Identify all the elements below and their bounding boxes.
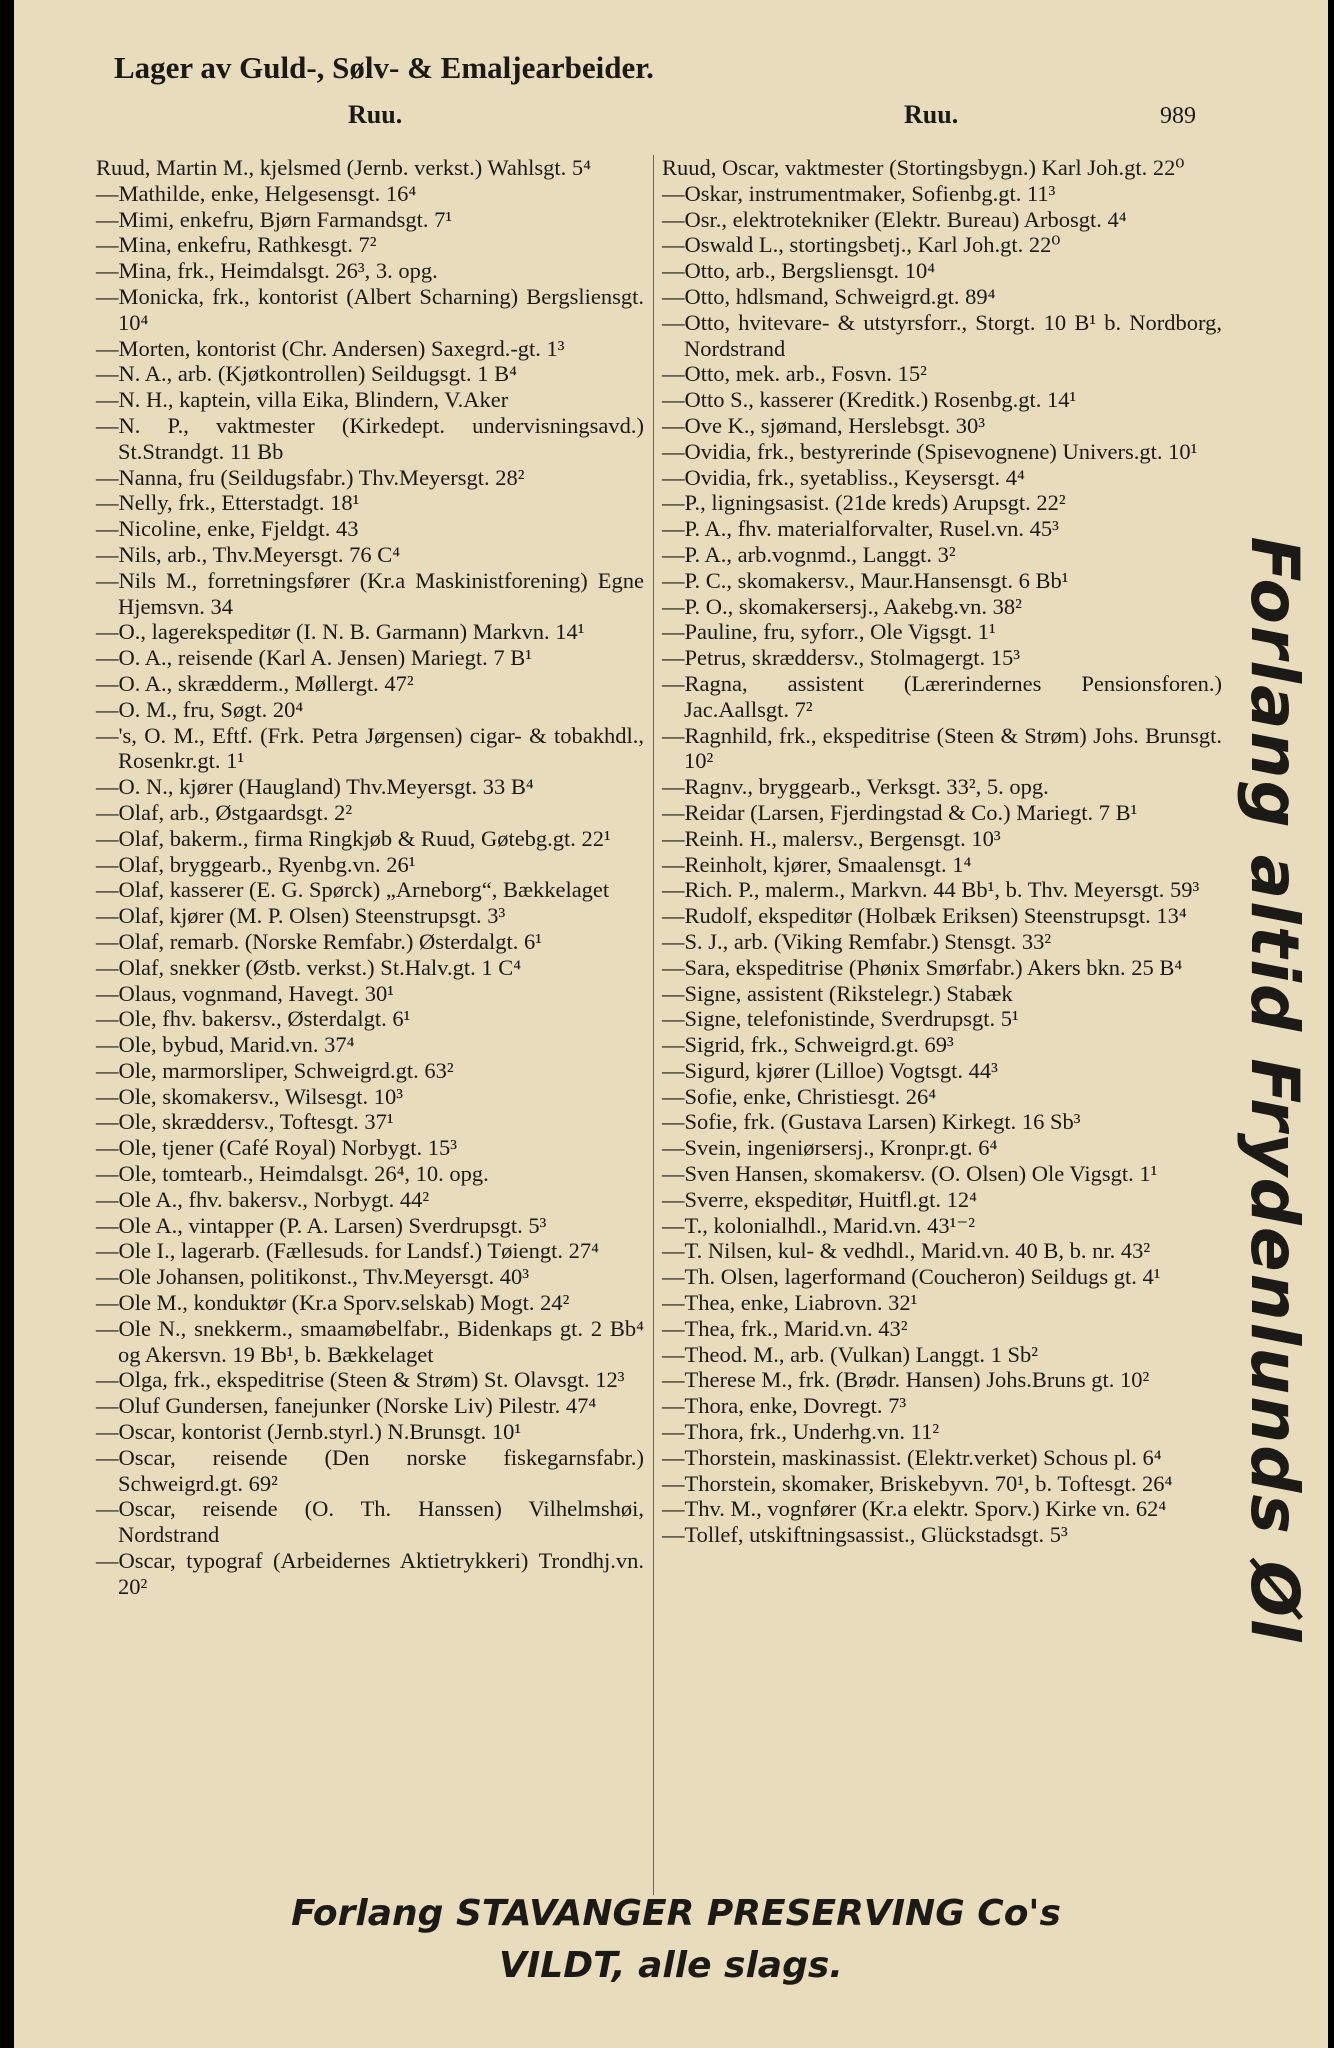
directory-entry: —Ole A., fhv. bakersv., Norbygt. 44² — [96, 1186, 430, 1212]
directory-entry: —O. A., reisende (Karl A. Jensen) Mariegt. 7 B¹ — [96, 645, 533, 671]
directory-entry: —Otto, hvitevare- & utstyrsforr., Storgt. 10 B¹ b. Nordborg, Nordstrand — [662, 309, 1222, 361]
directory-entry: —Olaf, bakerm., firma Ringkjøb & Ruud, Gøtebg.gt. 22¹ — [96, 825, 611, 851]
directory-entry: —Sofie, frk. (Gustava Larsen) Kirkegt. 16 Sb³ — [662, 1109, 1081, 1135]
directory-entry: Ruud, Oscar, vaktmester (Stortingsbygn.) Karl Joh.gt. 22⁰ — [662, 155, 1185, 180]
directory-entry: —Thea, enke, Liabrovn. 32¹ — [662, 1290, 918, 1316]
directory-page — [14, 0, 1328, 2048]
directory-entry: —Ole, skræddersv., Toftesgt. 37¹ — [96, 1109, 394, 1135]
directory-entry: —Oscar, typograf (Arbeidernes Aktietrykkeri) Trondhj.vn. 20² — [96, 1548, 644, 1599]
directory-entry: —Ole M., konduktør (Kr.a Sporv.selskab) Mogt. 24² — [96, 1290, 570, 1316]
directory-entry: —Mina, frk., Heimdalsgt. 26³, 3. opg. — [96, 258, 438, 284]
directory-entry: —Petrus, skræddersv., Stolmagergt. 15³ — [662, 645, 1020, 671]
directory-entry: Ruud, Martin M., kjelsmed (Jernb. verkst.) Wahlsgt. 5⁴ — [96, 155, 591, 180]
directory-entry: —Pauline, fru, syforr., Ole Vigsgt. 1¹ — [662, 619, 996, 645]
directory-entry: —Ole, tjener (Café Royal) Norbygt. 15³ — [96, 1135, 458, 1161]
directory-entry: —Olaf, kasserer (E. G. Spørck) „Arneborg“, Bækkelaget — [96, 877, 610, 903]
directory-entry: —Sverre, ekspeditør, Huitfl.gt. 12⁴ — [662, 1186, 978, 1212]
directory-entry: —Thea, frk., Marid.vn. 43² — [662, 1315, 908, 1341]
bottom-ad-line-1: Forlang STAVANGER PRESERVING Co's — [291, 1893, 1061, 1934]
directory-entry: —Olaf, snekker (Østb. verkst.) St.Halv.gt. 1 C⁴ — [96, 954, 522, 980]
directory-entry: —Otto, hdlsmand, Schweigrd.gt. 89⁴ — [662, 283, 996, 309]
directory-entry: —Nils M., forretningsfører (Kr.a Maskinistforening) Egne Hjemsvn. 34 — [96, 567, 644, 619]
directory-entry: —Sigrid, frk., Schweigrd.gt. 69³ — [662, 1032, 954, 1058]
directory-entry: —Ovidia, frk., bestyrerinde (Spisevognene) Univers.gt. 10¹ — [662, 438, 1198, 464]
directory-entry: —Monicka, frk., kontorist (Albert Scharning) Bergsliensgt. 10⁴ — [96, 283, 644, 335]
left-column-heading: Ruu. — [348, 100, 403, 129]
directory-entry: —O. A., skrædderm., Møllergt. 47² — [96, 670, 414, 696]
directory-entry: —Sven Hansen, skomakersv. (O. Olsen) Ole Vigsgt. 1¹ — [662, 1161, 1158, 1187]
directory-entry: —N. A., arb. (Kjøtkontrollen) Seildugsgt. 1 B⁴ — [96, 361, 517, 387]
directory-entry: —Oswald L., stortingsbetj., Karl Joh.gt. 22⁰ — [662, 232, 1061, 258]
directory-entry: —Ole, skomakersv., Wilsesgt. 10³ — [96, 1083, 404, 1109]
directory-entry: —Oscar, kontorist (Jernb.styrl.) N.Brunsgt. 10¹ — [96, 1419, 522, 1445]
directory-entry: —Thora, frk., Underhg.vn. 11² — [662, 1419, 940, 1445]
directory-entry: —Nils, arb., Thv.Meyersgt. 76 C⁴ — [96, 541, 401, 567]
directory-entry: —Nanna, fru (Seildugsfabr.) Thv.Meyersgt. 28² — [96, 464, 525, 490]
directory-entry: —Ole, marmorsliper, Schweigrd.gt. 63² — [96, 1057, 454, 1083]
directory-entry: —T. Nilsen, kul- & vedhdl., Marid.vn. 40 B, b. nr. 43² — [662, 1238, 1151, 1264]
directory-entry: —Olaf, bryggearb., Ryenbg.vn. 26¹ — [96, 851, 416, 877]
right-column-heading: Ruu. — [904, 100, 959, 129]
directory-entry: —Svein, ingeniørsersj., Kronpr.gt. 6⁴ — [662, 1135, 998, 1161]
directory-entry: —Osr., elektrotekniker (Elektr. Bureau) Arbosgt. 4⁴ — [662, 206, 1127, 232]
directory-entry: —T., kolonialhdl., Marid.vn. 43¹⁻² — [662, 1212, 976, 1238]
side-advertisement — [1224, 480, 1324, 1700]
directory-entry: —Reinh. H., malersv., Bergensgt. 10³ — [662, 825, 1001, 851]
directory-entry: —Oluf Gundersen, fanejunker (Norske Liv) Pilestr. 47⁴ — [96, 1393, 597, 1419]
directory-entry: —Mina, enkefru, Rathkesgt. 7² — [96, 232, 377, 258]
bottom-advertisement — [14, 1888, 1328, 1992]
directory-entry: —N. H., kaptein, villa Eika, Blindern, V.Aker — [96, 387, 509, 413]
directory-entry: —P. A., fhv. materialforvalter, Rusel.vn. 45³ — [662, 516, 1059, 542]
directory-entry: —Rich. P., malerm., Markvn. 44 Bb¹, b. Thv. Meyersgt. 59³ — [662, 877, 1200, 903]
directory-entry: —Therese M., frk. (Brødr. Hansen) Johs.Bruns gt. 10² — [662, 1367, 1150, 1393]
directory-entry: —Tollef, utskiftningsassist., Glückstadsgt. 5³ — [662, 1522, 1068, 1548]
directory-entry: —Ole, fhv. bakersv., Østerdalgt. 6¹ — [96, 1006, 411, 1032]
right-column — [662, 155, 1222, 1548]
directory-entry: —Ragnv., bryggearb., Verksgt. 33², 5. opg. — [662, 774, 1049, 800]
directory-entry: —Mimi, enkefru, Bjørn Farmandsgt. 7¹ — [96, 206, 453, 232]
directory-entry: —Morten, kontorist (Chr. Andersen) Saxegrd.-gt. 1³ — [96, 335, 565, 361]
directory-entry: —Olga, frk., ekspeditrise (Steen & Strøm) St. Olavsgt. 12³ — [96, 1367, 625, 1393]
page-number: 989 — [1160, 103, 1196, 129]
directory-entry: —Olaf, kjører (M. P. Olsen) Steenstrupsgt. 3³ — [96, 903, 506, 929]
directory-entry: —P. O., skomakersersj., Aakebg.vn. 38² — [662, 593, 1022, 619]
directory-entry: —Otto S., kasserer (Kreditk.) Rosenbg.gt. 14¹ — [662, 387, 1077, 413]
directory-entry: —O. N., kjører (Haugland) Thv.Meyersgt. 33 B⁴ — [96, 774, 534, 800]
left-column — [96, 155, 644, 1600]
top-banner-ad: Lager av Guld-, Sølv- & Emaljearbeider. — [114, 50, 654, 85]
directory-entry: —Ole N., snekkerm., smaamøbelfabr., Bidenkaps gt. 2 Bb⁴ og Akersvn. 19 Bb¹, b. Bækkelaget — [96, 1315, 644, 1367]
directory-entry: —Olaf, remarb. (Norske Remfabr.) Østerdalgt. 6¹ — [96, 928, 542, 954]
directory-entry: —Sara, ekspeditrise (Phønix Smørfabr.) Akers bkn. 25 B⁴ — [662, 954, 1183, 980]
directory-entry: —S. J., arb. (Viking Remfabr.) Stensgt. 33² — [662, 928, 1052, 954]
directory-entry: —Ole I., lagerarb. (Fællesuds. for Landsf.) Tøiengt. 27⁴ — [96, 1238, 599, 1264]
directory-entry: —Sofie, enke, Christiesgt. 26⁴ — [662, 1083, 937, 1109]
directory-entry: —P., ligningsasist. (21de kreds) Arupsgt. 22² — [662, 490, 1066, 516]
directory-entry: —Thora, enke, Dovregt. 7³ — [662, 1393, 907, 1419]
directory-entry: —Oscar, reisende (O. Th. Hanssen) Vilhelmshøi, Nordstrand — [96, 1496, 644, 1548]
directory-entry: —'s, O. M., Eftf. (Frk. Petra Jørgensen) cigar- & tobakhdl., Rosenkr.gt. 1¹ — [96, 722, 644, 774]
directory-entry: —Sigurd, kjører (Lilloe) Vogtsgt. 44³ — [662, 1057, 998, 1083]
directory-entry: —O., lagerekspeditør (I. N. B. Garmann) Markvn. 14¹ — [96, 619, 585, 645]
directory-entry: —Thv. M., vognfører (Kr.a elektr. Sporv.) Kirke vn. 62⁴ — [662, 1496, 1167, 1522]
directory-entry: —Signe, telefonistinde, Sverdrupsgt. 5¹ — [662, 1006, 1019, 1032]
directory-entry: —Nicoline, enke, Fjeldgt. 43 — [96, 516, 359, 542]
directory-entry: —Olaf, arb., Østgaardsgt. 2² — [96, 799, 353, 825]
directory-entry: —Ove K., sjømand, Herslebsgt. 30³ — [662, 412, 985, 438]
directory-entry: —Ole Johansen, politikonst., Thv.Meyersgt. 40³ — [96, 1264, 529, 1290]
directory-entry: —Otto, mek. arb., Fosvn. 15² — [662, 361, 927, 387]
bottom-ad-line-2: VILDT, alle slags. — [499, 1945, 843, 1986]
directory-entry: —Ovidia, frk., syetabliss., Keysersgt. 4⁴ — [662, 464, 1025, 490]
directory-entry: —Thorstein, skomaker, Briskebyvn. 70¹, b. Toftesgt. 26⁴ — [662, 1470, 1173, 1496]
directory-entry: —Reidar (Larsen, Fjerdingstad & Co.) Mariegt. 7 B¹ — [662, 799, 1138, 825]
directory-entry: —Ole A., vintapper (P. A. Larsen) Sverdrupsgt. 5³ — [96, 1212, 547, 1238]
directory-entry: —Otto, arb., Bergsliensgt. 10⁴ — [662, 258, 936, 284]
directory-entry: —Ragnhild, frk., ekspeditrise (Steen & Strøm) Johs. Brunsgt. 10² — [662, 722, 1222, 774]
directory-entry: —Signe, assistent (Rikstelegr.) Stabæk — [662, 980, 1013, 1006]
directory-entry: —P. C., skomakersv., Maur.Hansensgt. 6 Bb¹ — [662, 567, 1069, 593]
directory-entry: —Oskar, instrumentmaker, Sofienbg.gt. 11³ — [662, 180, 1056, 206]
directory-entry: —Ragna, assistent (Lærerindernes Pensionsforen.) Jac.Aallsgt. 7² — [662, 670, 1222, 722]
side-ad-text: Forlang altid Frydenlunds Øl — [1236, 536, 1313, 1644]
directory-entry: —N. P., vaktmester (Kirkedept. undervisningsavd.) St.Strandgt. 11 Bb — [96, 412, 644, 464]
directory-entry: —Nelly, frk., Etterstadgt. 18¹ — [96, 490, 360, 516]
directory-entry: —Th. Olsen, lagerformand (Coucheron) Seildugs gt. 4¹ — [662, 1264, 1161, 1290]
directory-entry: —Thorstein, maskinassist. (Elektr.verket) Schous pl. 6⁴ — [662, 1444, 1162, 1470]
directory-entry: —Ole, bybud, Marid.vn. 37⁴ — [96, 1032, 355, 1058]
directory-entry: —O. M., fru, Søgt. 20⁴ — [96, 696, 304, 722]
directory-entry: —Rudolf, ekspeditør (Holbæk Eriksen) Steenstrupsgt. 13⁴ — [662, 903, 1187, 929]
directory-entry: —Mathilde, enke, Helgesensgt. 16⁴ — [96, 180, 417, 206]
directory-entry: —Ole, tomtearb., Heimdalsgt. 26⁴, 10. opg. — [96, 1161, 489, 1187]
directory-entry: —P. A., arb.vognmd., Langgt. 3² — [662, 541, 956, 567]
directory-entry: —Reinholt, kjører, Smaalensgt. 1⁴ — [662, 851, 972, 877]
column-divider — [653, 155, 654, 1895]
directory-entry: —Oscar, reisende (Den norske fiskegarnsfabr.) Schweigrd.gt. 69² — [96, 1444, 644, 1496]
directory-entry: —Olaus, vognmand, Havegt. 30¹ — [96, 980, 394, 1006]
directory-entry: —Theod. M., arb. (Vulkan) Langgt. 1 Sb² — [662, 1341, 1038, 1367]
